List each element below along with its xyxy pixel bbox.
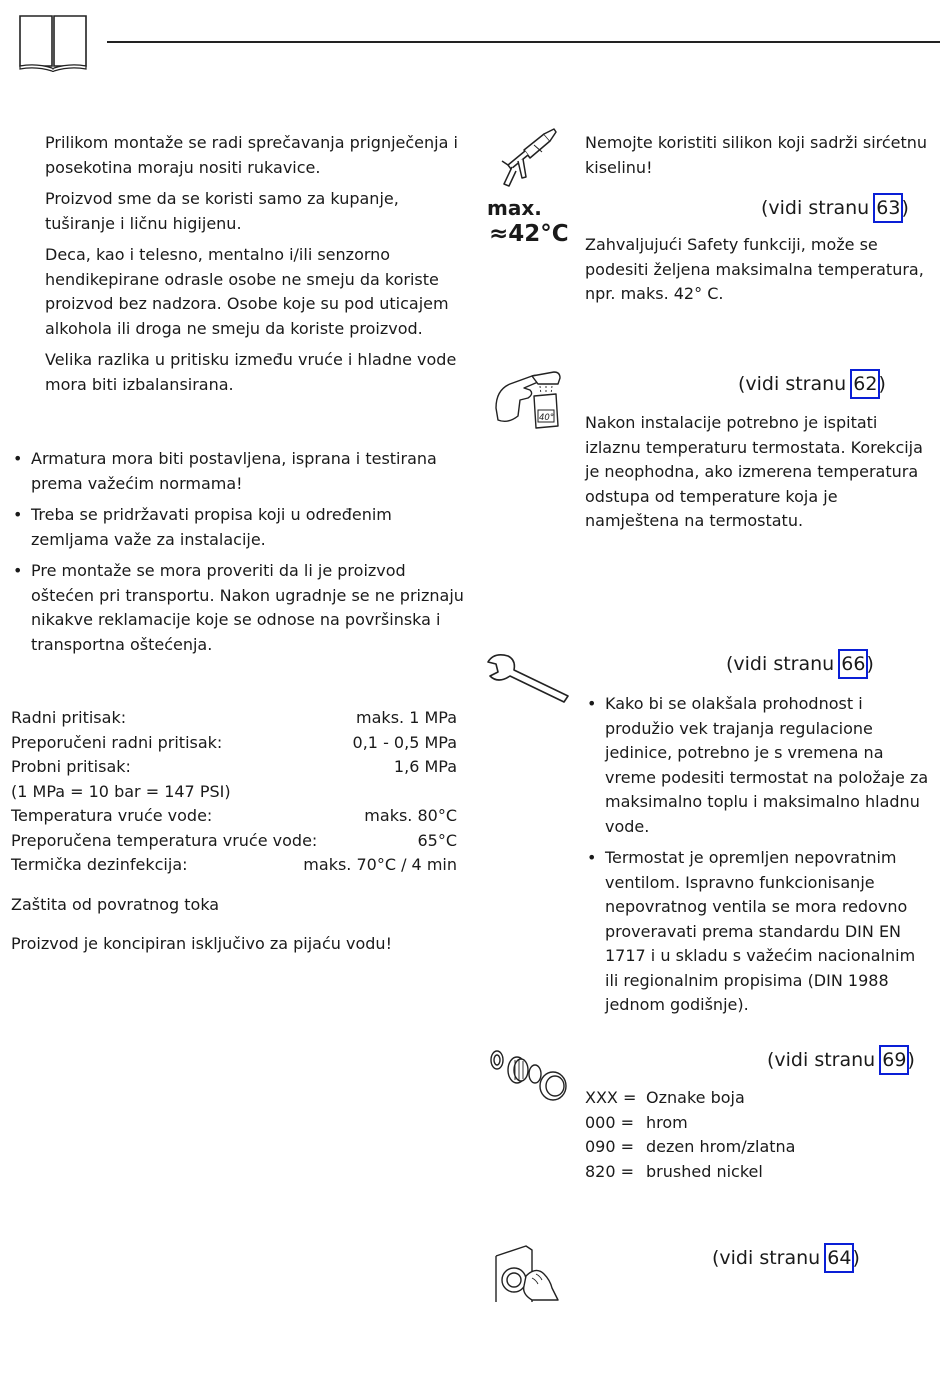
color-code: 090 =: [585, 1137, 635, 1156]
page-link-66[interactable]: 66: [838, 649, 868, 679]
color-row: [585, 1086, 930, 1111]
page-reference: [712, 1243, 860, 1273]
page-reference: [726, 649, 874, 679]
thermometer-display: 40°: [539, 413, 555, 423]
spec-value: 1,6 MPa: [393, 757, 457, 776]
list-item: • Pre montaže se mora proveriti da li je proizvod oštećen pri transportu. Nakon ugradnje se ne priznaju nikakve reklamacije koje se odnose na površinska i transportna oštećenja.: [11, 559, 466, 657]
silicone-gun-icon: [498, 128, 560, 192]
ref-suffix: ): [907, 1049, 915, 1071]
spare-parts-icon: [489, 1046, 571, 1102]
spec-value: 65°C: [417, 830, 457, 850]
list-item: • Treba se pridržavati propisa koji u određenim zemljama važe za instalacije.: [11, 503, 466, 552]
ref-prefix: (vidi stranu: [761, 197, 876, 219]
header-rule: [107, 41, 940, 43]
safety-paragraph: Deca, kao i telesno, mentalno i/ili senzorno hendikepirane odrasle osobe ne smeju da koriste proizvod bez nadzora. Osobe koje su pod uticajem alkohola ili droga ne smeju da koriste proizvod.: [45, 245, 449, 338]
spec-label: Probni pritisak:: [11, 757, 131, 776]
drinking-water-note: Proizvod je koncipiran isključivo za pijaću vodu!: [11, 934, 392, 953]
thermometer-hand-icon: [494, 368, 564, 430]
safety-paragraph: Prilikom montaže se radi sprečavanja prignječenja i posekotina moraju nositi rukavice.: [45, 133, 458, 177]
spec-label: Temperatura vruće vode:: [11, 806, 213, 825]
page-reference: [761, 193, 909, 223]
spec-label: Termička dezinfekcija:: [11, 855, 188, 874]
ref-suffix: ): [878, 373, 886, 395]
color-code: 000 =: [585, 1112, 635, 1132]
spec-row: [11, 829, 457, 854]
max-temperature: ≈42°C: [489, 221, 569, 247]
page-reference: [767, 1045, 915, 1075]
color-row: [585, 1111, 930, 1136]
safety-paragraph: Proizvod sme da se koristi samo za kupanje, tuširanje i ličnu higijenu.: [45, 189, 399, 233]
page-link-64[interactable]: 64: [824, 1243, 854, 1273]
page-link-63[interactable]: 63: [873, 193, 903, 223]
wrench-icon: [486, 652, 570, 706]
page-link-69[interactable]: 69: [879, 1045, 909, 1075]
color-row: [585, 1135, 930, 1160]
spec-row: [11, 731, 457, 756]
ref-prefix: (vidi stranu: [712, 1247, 827, 1269]
spec-label: Preporučena temperatura vruće vode:: [11, 830, 318, 850]
color-code: XXX =: [585, 1088, 637, 1107]
ref-suffix: ): [866, 653, 874, 675]
ref-prefix: (vidi stranu: [767, 1049, 882, 1071]
safety-notes: [45, 131, 465, 404]
manual-book-icon: [18, 14, 88, 72]
page-reference: [738, 369, 886, 399]
spec-value: 0,1 - 0,5 MPa: [352, 732, 457, 752]
spec-row: [11, 804, 457, 829]
ref-suffix: ): [901, 197, 909, 219]
list-item: • Kako bi se olakšala prohodnost i produžio vek trajanja regulacione jedinice, potrebno je s vremena na vreme podesiti termostat na položaje za maksimalno toplu i maksimalno hladnu vode.: [585, 692, 930, 839]
installation-bullets: [11, 447, 466, 664]
technical-specs: [11, 706, 457, 878]
thermostat-knob-icon: [492, 1244, 566, 1302]
spec-label: Preporučeni radni pritisak:: [11, 732, 223, 752]
color-name: dezen hrom/zlatna: [646, 1137, 796, 1156]
spec-row: [11, 755, 457, 780]
color-code: 820 =: [585, 1161, 635, 1181]
spec-value: maks. 80°C: [364, 806, 457, 825]
list-item: • Armatura mora biti postavljena, isprana i testirana prema važećim normama!: [11, 447, 466, 496]
spec-value: maks. 70°C / 4 min: [303, 855, 457, 874]
spec-value: maks. 1 MPa: [356, 708, 457, 727]
color-codes: [585, 1086, 930, 1184]
color-name: brushed nickel: [646, 1161, 763, 1181]
backflow-note: Zaštita od povratnog toka: [11, 895, 220, 914]
ref-suffix: ): [852, 1247, 860, 1269]
spec-row: [11, 706, 457, 731]
list-item: • Termostat je opremljen nepovratnim ventilom. Ispravno funkcionisanje nepovratnog ventila se mora redovno proveravati prema standardu DIN EN 1717 i u skladu s važećim nacionalnim ili regionalnim propisima (DIN 1988 jednom godišnje).: [585, 846, 930, 1018]
ref-prefix: (vidi stranu: [726, 653, 841, 675]
spec-row: [11, 780, 457, 805]
spec-label: Radni pritisak:: [11, 708, 127, 727]
max-label: max.: [487, 196, 542, 220]
color-name: Oznake boja: [646, 1088, 745, 1107]
ref-prefix: (vidi stranu: [738, 373, 853, 395]
safety-function-text: Zahvaljujući Safety funkciji, može se podesiti željena maksimalna temperatura, npr. maks. 42° C.: [585, 235, 924, 303]
spec-row: [11, 853, 457, 878]
silicone-note: Nemojte koristiti silikon koji sadrži sirćetnu kiselinu!: [585, 133, 928, 177]
safety-paragraph: Velika razlika u pritisku između vruće i hladne vode mora biti izbalansirana.: [45, 350, 457, 394]
service-bullets: [585, 692, 930, 1025]
page-link-62[interactable]: 62: [850, 369, 880, 399]
measure-text: Nakon instalacije potrebno je ispitati izlaznu temperaturu termostata. Korekcija je neophodna, ako izmerena temperatura odstupa od temperature koja je namještena na termostatu.: [585, 413, 923, 530]
spec-label: (1 MPa = 10 bar = 147 PSI): [11, 781, 231, 801]
color-name: hrom: [646, 1112, 688, 1132]
color-row: [585, 1160, 930, 1185]
